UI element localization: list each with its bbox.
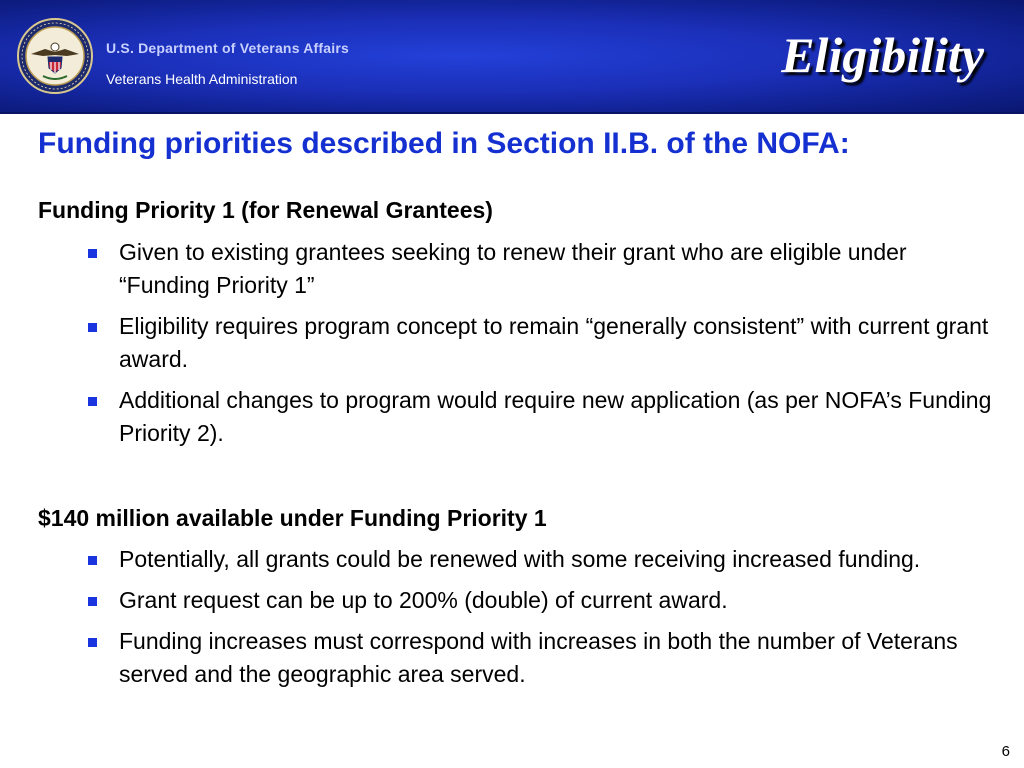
bullet-text: Eligibility requires program concept to remain “generally consistent” with current grant award. <box>119 313 989 372</box>
bullet-text: Grant request can be up to 200% (double) of current award. <box>119 587 728 613</box>
bullet-square-icon <box>88 323 97 332</box>
bullet-square-icon <box>88 249 97 258</box>
bullet-square-icon <box>88 638 97 647</box>
section-heading: Funding Priority 1 (for Renewal Grantees) <box>38 197 493 223</box>
bullet-square-icon <box>88 556 97 565</box>
admin-name: Veterans Health Administration <box>106 71 298 87</box>
slide-title: Eligibility <box>781 27 984 83</box>
list-item <box>86 384 1001 450</box>
list-item <box>86 310 1001 376</box>
bullet-square-icon <box>88 397 97 406</box>
page-number: 6 <box>1001 743 1010 760</box>
bullet-text: Additional changes to program would require new application (as per NOFA’s Funding Priority 2). <box>119 387 992 446</box>
list-item <box>86 236 1001 302</box>
header-banner <box>0 0 1024 114</box>
va-seal-icon <box>17 18 93 94</box>
bullet-text: Given to existing grantees seeking to renew their grant who are eligible under “Funding Priority 1” <box>119 239 907 298</box>
bullet-list <box>86 543 1001 699</box>
list-item <box>86 584 1001 617</box>
bullet-text: Funding increases must correspond with increases in both the number of Veterans served and the geographic area served. <box>119 628 958 687</box>
list-item <box>86 625 1001 691</box>
list-item <box>86 543 1001 576</box>
bullet-list <box>86 236 1001 458</box>
section-heading: $140 million available under Funding Priority 1 <box>38 505 547 531</box>
bullet-square-icon <box>88 597 97 606</box>
org-name: U.S. Department of Veterans Affairs <box>106 40 349 56</box>
bullet-text: Potentially, all grants could be renewed with some receiving increased funding. <box>119 546 921 572</box>
slide-subtitle: Funding priorities described in Section II.B. of the NOFA: <box>38 127 850 160</box>
